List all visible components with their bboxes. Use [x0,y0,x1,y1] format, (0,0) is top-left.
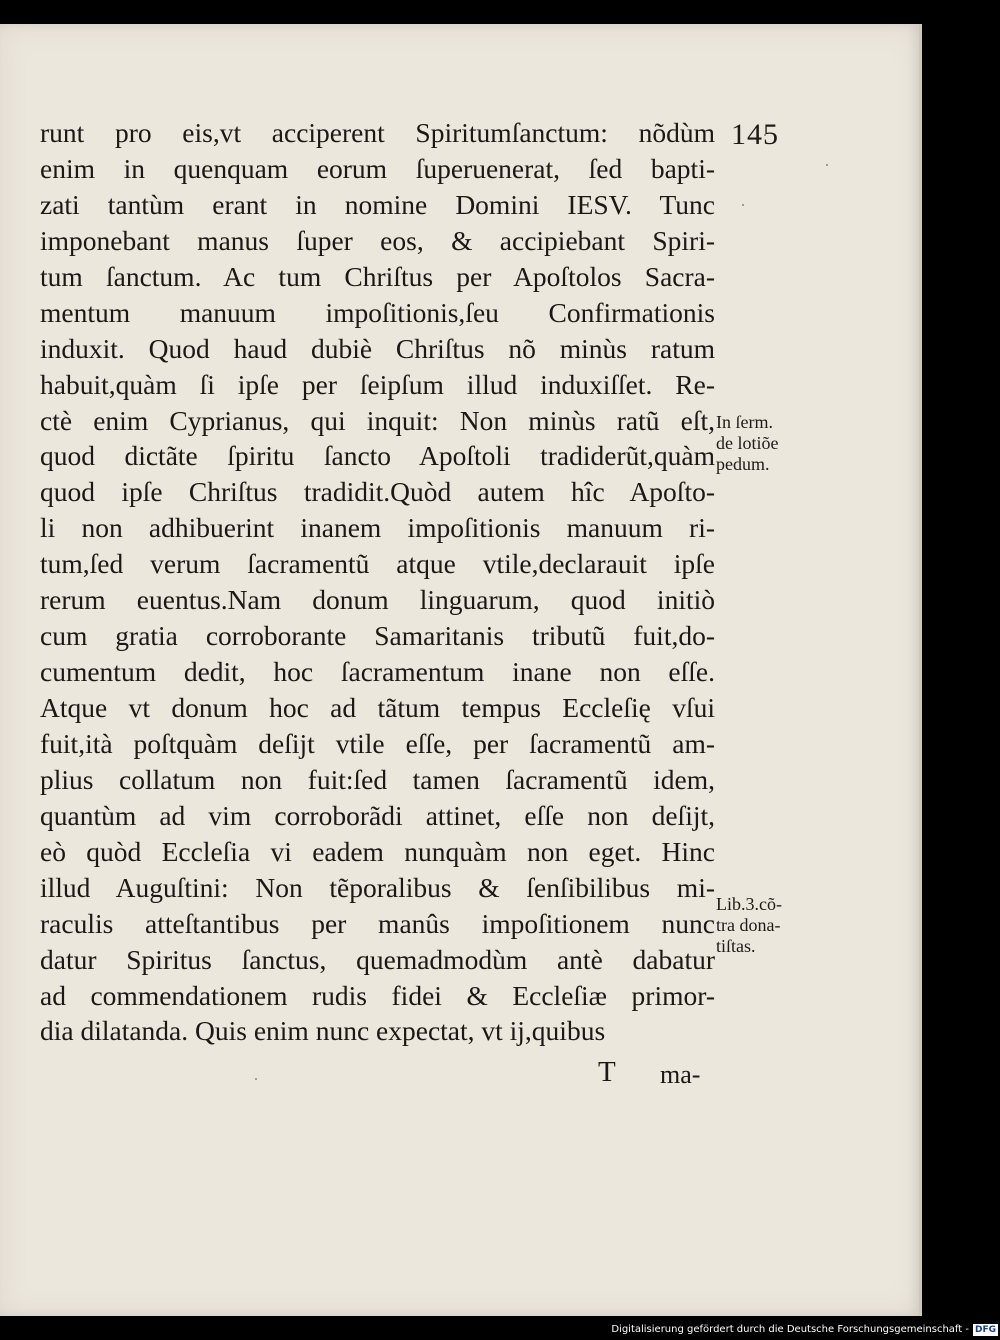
catchword-line [598,1056,716,1096]
text-line: quantùm ad vim corroborãdi attinet, eſſe non deſijt, [40,799,715,831]
text-line: fuit,ità poſtquàm deſijt vtile eſſe, per ſacramentũ am- [40,727,715,759]
marginal-note-book [716,894,782,957]
text-line: enim in quenquam eorum ſuperuenerat, ſed bapti- [40,152,715,184]
paper-speck [826,164,828,166]
paper-speck [255,1078,257,1080]
text-line: zati tantùm erant in nomine Domini IESV. Tunc [40,188,715,220]
text-line: cum gratia corroborante Samaritanis tributũ fuit,do- [40,620,715,652]
text-line: imponebant manus ſuper eos, & accipiebant Spiri- [40,224,715,256]
marginal-note-line: tiſtas. [716,936,756,956]
page-number: 145 [731,118,779,151]
text-line: illud Auguſtini: Non tẽporalibus & ſenſibilibus mi- [40,871,715,903]
text-line: quod dictãte ſpiritu ſancto Apoſtoli tradiderũt,quàm [40,440,715,472]
marginal-note-line: pedum. [716,454,770,474]
marginal-note-line: tra dona- [716,915,781,935]
text-line: habuit,quàm ſi ipſe per ſeipſum illud induxiſſet. Re- [40,368,715,400]
body-text [40,115,715,1049]
text-line: datur Spiritus ſanctus, quemadmodùm antè dabatur [40,943,715,975]
text-line: li non adhibuerint inanem impoſitionis manuum ri- [40,512,715,544]
catchword: ma- [660,1060,701,1089]
footer-credit [605,1321,1000,1338]
text-line: quod ipſe Chriſtus tradidit.Quòd autem hîc Apoſto- [40,476,715,508]
text-line: induxit. Quod haud dubiè Chriſtus nõ minùs ratum [40,332,715,364]
text-line: plius collatum non fuit:ſed tamen ſacramentũ idem, [40,763,715,795]
text-line: mentum manuum impoſitionis,ſeu Confirmationis [40,296,715,328]
text-line: ad commendationem rudis fidei & Eccleſiæ primor- [40,979,715,1011]
marginal-note-line: Lib.3.cõ- [716,894,782,914]
paper-speck [742,204,744,206]
text-line: raculis atteſtantibus per manûs impoſitionem nunc [40,907,715,939]
footer-text: Digitalisierung gefördert durch die Deutsche Forschungsgemeinschaft - [611,1324,969,1335]
text-line: cumentum dedit, hoc ſacramentum inane non eſſe. [40,656,715,688]
text-line: tum ſanctum. Ac tum Chriſtus per Apoſtolos Sacra- [40,260,715,292]
text-line: dia dilatanda. Quis enim nunc expectat, vt ij,quibus [40,1015,606,1047]
text-line: runt pro eis,vt acciperent Spiritumſanctum: nõdùm [40,117,715,148]
dfg-logo-icon: DFG [974,1324,996,1335]
marginal-note-line: In ſerm. [716,412,773,432]
text-line: tum,ſed verum ſacramentũ atque vtile,declarauit ipſe [40,548,715,580]
text-line: eò quòd Eccleſia vi eadem nunquàm non eget. Hinc [40,835,715,867]
signature-mark: T [598,1056,616,1088]
text-line: Atque vt donum hoc ad tãtum tempus Eccleſię vſui [40,692,715,723]
marginal-note-line: de lotiõe [716,433,779,453]
text-line: rerum euentus.Nam donum linguarum, quod initiò [40,584,715,616]
text-line: ctè enim Cyprianus, qui inquit: Non minùs ratũ eſt, [40,404,715,436]
marginal-note-sermon [716,412,778,475]
page-edge [919,24,922,1316]
